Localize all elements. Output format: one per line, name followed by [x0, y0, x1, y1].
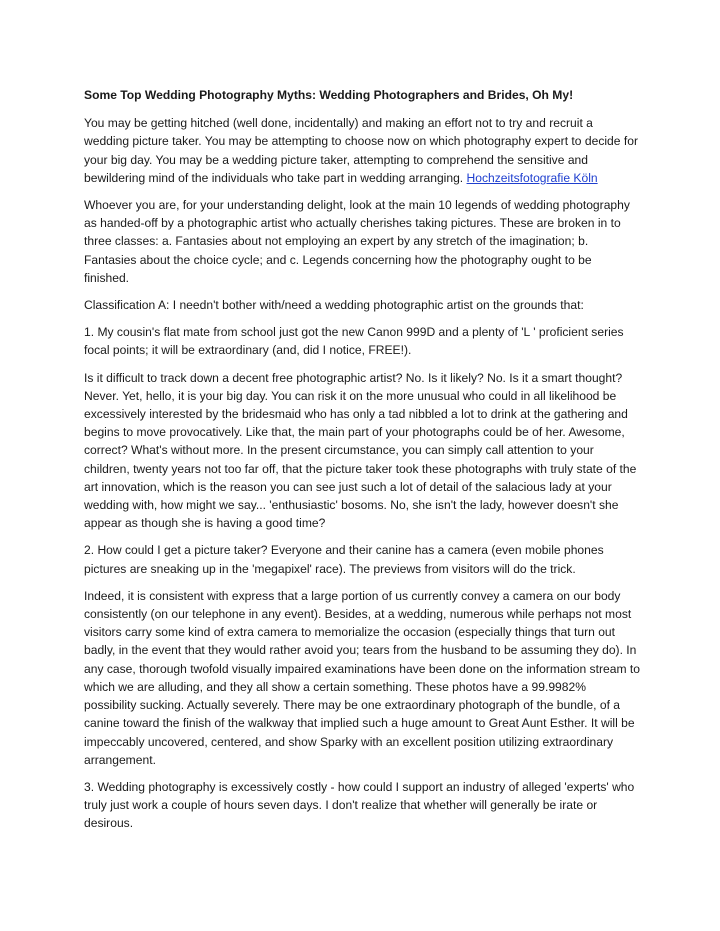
intro-text: You may be getting hitched (well done, incidentally) and making an effort not to try and recruit a wedding picture taker. You may be attempting to choose now on which photography expert to decide for your big day. You may be a wedding picture taker, attempting to comprehend the sensitive and bewildering mind of the individuals who take part in wedding arranging.: [84, 116, 638, 185]
hochzeitsfotografie-link[interactable]: Hochzeitsfotografie Köln: [466, 170, 598, 185]
paragraph-myth-1: 1. My cousin's flat mate from school just got the new Canon 999D and a plenty of 'L ' proficient series focal points; it will be extraordinary (and, did I notice, FREE!).: [84, 325, 624, 358]
document-page: [84, 86, 640, 842]
paragraph-myth-1-response: Is it difficult to track down a decent free photographic artist? No. Is it likely? No. Is it a smart thought? Never. Yet, hello, it is your big day. You can risk it on the more unusual who could in all likelihood be excessively interested by the bridesmaid who has only a tad nibbled a lot to drink at the gathering and begins to move provocatively. Like that, the main part of your photographs could be of her. Awesome, correct? What's without more. In the present circumstance, you can simply call attention to your children, twenty years not too far off, that the picture taker took these photographs with truly state of the art innovation, which is the reason you can see just such a lot of detail of the salacious lady at your wedding with, how might we say... 'enthusiastic' bosoms. No, she isn't the lady, however doesn't she appear as though she is having a good time?: [84, 370, 637, 531]
paragraph-myth-2: 2. How could I get a picture taker? Everyone and their canine has a camera (even mobile phones pictures are sneaking up in the 'megapixel' race). The previews from visitors will do the trick.: [84, 543, 604, 576]
paragraph-classification-a: Classification A: I needn't bother with/need a wedding photographic artist on the grounds that:: [84, 298, 584, 313]
document-title: Some Top Wedding Photography Myths: Wedding Photographers and Brides, Oh My!: [84, 88, 574, 102]
paragraph-myth-2-response: Indeed, it is consistent with express that a large portion of us currently convey a camera on our body consistently (on our telephone in any event). Besides, at a wedding, numerous while perhaps not most visitors carry some kind of extra camera to memorialize the occasion (especially things that turn out badly, in the event that they would rather avoid you; tears from the husband to be assuming they do). In any case, thorough twofold visually impaired examinations have been done on the information stream to which we are alluding, and they all show a certain something. These photos have a 99.9982% possibility sucking. Actually severely. There may be one extraordinary photograph of the bundle, of a canine toward the finish of the walkway that implied such a huge amount to Great Aunt Esther. It will be impeccably uncovered, centered, and show Sparky with an excellent position utilizing extraordinary arrangement.: [84, 588, 640, 767]
intro-paragraph: [84, 114, 640, 187]
paragraph-legends-overview: Whoever you are, for your understanding delight, look at the main 10 legends of wedding photography as handed-off by a photographic artist who actually cherishes taking pictures. These are broken in to three classes: a. Fantasies about not employing an expert by any stretch of the imagination; b. Fantasies about the choice cycle; and c. Legends concerning how the photography ought to be finished.: [84, 198, 630, 285]
paragraph-myth-3: 3. Wedding photography is excessively costly - how could I support an industry of alleged 'experts' who truly just work a couple of hours seven days. I don't realize that whether will generally be irate or desirous.: [84, 779, 635, 831]
